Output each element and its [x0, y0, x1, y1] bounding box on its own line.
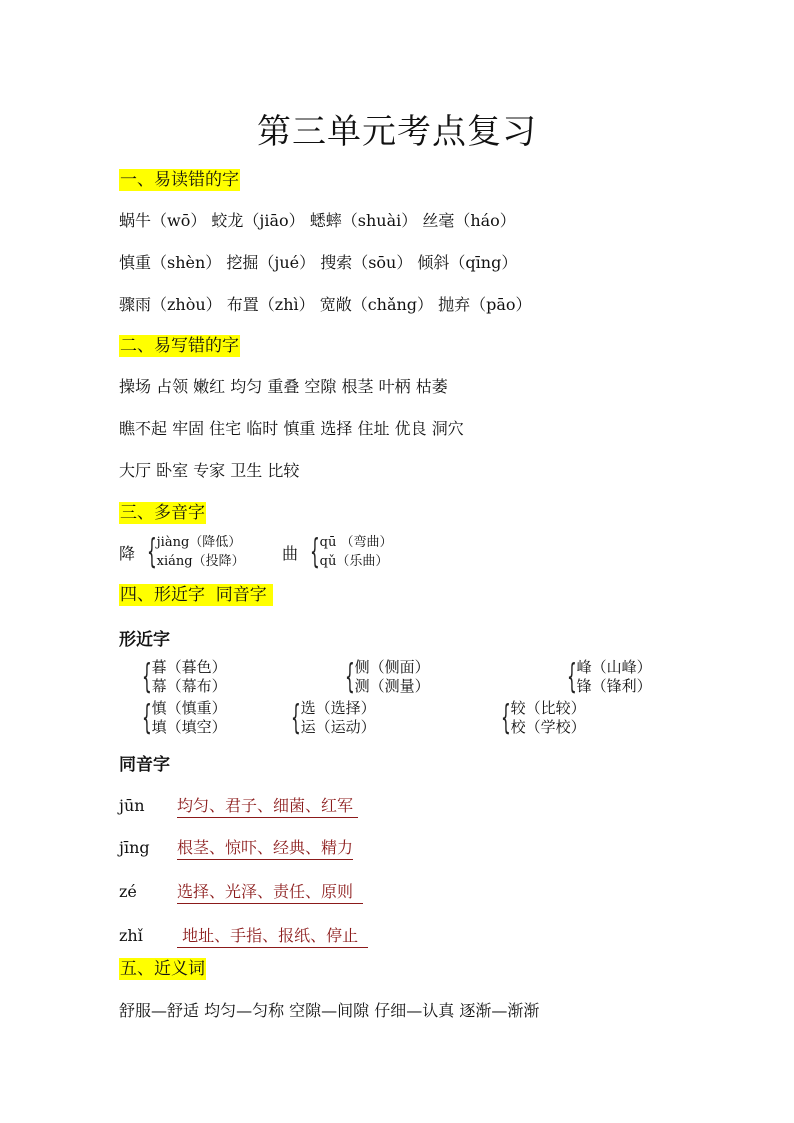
similar-group-4 — [136, 699, 227, 737]
miswrite-line-3: 大厅 卧室 专家 卫生 比较 — [119, 461, 300, 480]
similar-group-3 — [561, 658, 652, 696]
synonyms-line: 舒服—舒适 均匀—匀称 空隙—间隙 仔细—认真 逐渐—渐渐 — [119, 1001, 540, 1020]
similar-item: 校（学校） — [510, 718, 586, 736]
qu-reading-1: qū （弯曲） — [319, 535, 393, 550]
misread-line-3: 骤雨（zhòu） 布置（zhì） 宽敞（chǎng） 抛弃（pāo） — [119, 295, 532, 314]
similar-item: 选（选择） — [300, 699, 376, 717]
similar-group-6 — [495, 699, 586, 737]
brace-icon: { — [309, 532, 320, 572]
homophones-label: 同音字 — [119, 755, 170, 775]
misread-line-2: 慎重（shèn） 挖掘（jué） 搜索（sōu） 倾斜（qīng） — [119, 253, 518, 272]
brace-icon: { — [500, 698, 511, 738]
homophone-row — [119, 793, 358, 818]
misread-line-1: 蜗牛（wō） 蛟龙（jiāo） 蟋蟀（shuài） 丝毫（háo） — [119, 211, 516, 230]
similar-item: 侧（侧面） — [354, 658, 430, 676]
homophone-row — [119, 879, 363, 904]
brace-icon: { — [566, 657, 577, 697]
similar-item: 峰（山峰） — [576, 658, 652, 676]
similar-group-2 — [339, 658, 430, 696]
similar-item: 填（填空） — [151, 718, 227, 736]
qu-reading-2: qǔ（乐曲） — [319, 554, 389, 569]
similar-item: 较（比较） — [510, 699, 586, 717]
page-title: 第三单元考点复习 — [257, 112, 537, 152]
similar-item: 测（测量） — [354, 677, 430, 695]
brace-icon: { — [290, 698, 301, 738]
polyphonic-jiang — [119, 533, 245, 571]
section-heading-easy-miswrite: 二、易写错的字 — [120, 336, 239, 356]
miswrite-line-2: 瞧不起 牢固 住宅 临时 慎重 选择 住址 优良 洞穴 — [119, 419, 464, 438]
polyphonic-char-jiang: 降 — [119, 543, 136, 563]
brace-icon: { — [141, 698, 152, 738]
section-heading-synonyms: 五、近义词 — [120, 959, 205, 979]
homophone-words: 选择、光泽、责任、原则 — [177, 879, 363, 904]
similar-group-1 — [136, 658, 227, 696]
homophone-words: 地址、手指、报纸、停止 — [177, 923, 368, 948]
homophone-pinyin: zhǐ — [119, 926, 143, 945]
similar-item: 慎（慎重） — [151, 699, 227, 717]
homophone-pinyin: jūn — [119, 796, 145, 815]
homophone-words: 根茎、惊吓、经典、精力 — [177, 835, 353, 860]
miswrite-line-1: 操场 占领 嫩红 均匀 重叠 空隙 根茎 叶柄 枯萎 — [119, 377, 448, 396]
brace-icon: { — [344, 657, 355, 697]
similar-chars-label: 形近字 — [119, 630, 170, 650]
section-heading-similar-homophone: 四、形近字 同音字 — [120, 585, 273, 605]
polyphonic-char-qu: 曲 — [282, 543, 299, 563]
jiang-reading-2: xiáng（投降） — [156, 554, 245, 569]
similar-item: 幕（幕布） — [151, 677, 227, 695]
similar-item: 锋（锋利） — [576, 677, 652, 695]
brace-icon: { — [146, 532, 157, 572]
homophone-pinyin: jīng — [119, 838, 150, 857]
jiang-reading-1: jiàng（降低） — [156, 535, 242, 550]
polyphonic-qu — [282, 533, 392, 571]
homophone-pinyin: zé — [119, 882, 137, 901]
homophone-row — [119, 835, 353, 860]
similar-item: 运（运动） — [300, 718, 376, 736]
similar-group-5 — [285, 699, 376, 737]
brace-icon: { — [141, 657, 152, 697]
homophone-row — [119, 923, 368, 948]
section-heading-polyphonic: 三、多音字 — [120, 503, 205, 523]
section-heading-easy-misread: 一、易读错的字 — [120, 170, 239, 190]
similar-item: 暮（暮色） — [151, 658, 227, 676]
homophone-words: 均匀、君子、细菌、红军 — [177, 793, 358, 818]
